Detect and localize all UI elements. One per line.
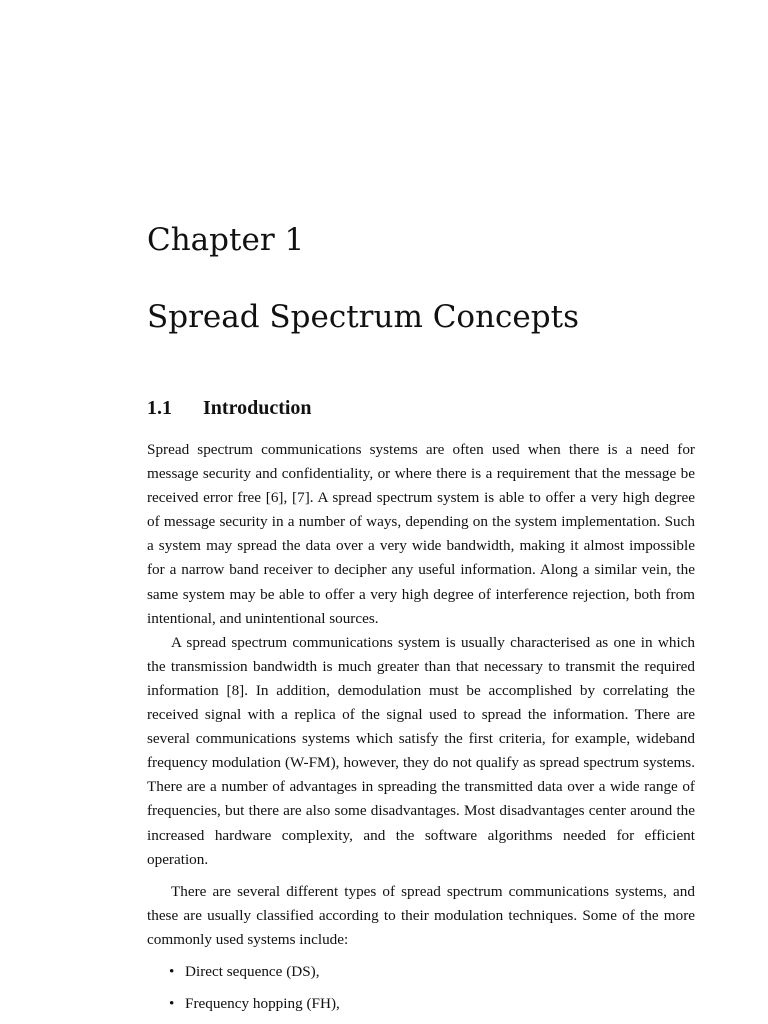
section-title: Introduction xyxy=(203,397,312,419)
list-item xyxy=(147,960,695,984)
modulation-list xyxy=(147,960,695,1016)
section-heading xyxy=(147,395,312,421)
paragraph-1: Spread spectrum communications systems are often used when there is a need for message security and confidentiality, or where there is a requirement that the message be received error free [6], [7]. A spread spectrum system is able to offer a very high degree of message security in a number of ways, depending on the system implementation. Such a system may spread the data over a very wide bandwidth, making it almost impossible for a narrow band receiver to decipher any useful information. Along a similar vein, the same system may be able to offer a very high degree of interference rejection, both from intentional, and unintentional sources. xyxy=(147,441,695,627)
paragraph-2: A spread spectrum communications system is usually characterised as one in which the transmission bandwidth is much greater than that necessary to transmit the required information [8]. In addition, demodulation must be accomplished by correlating the received signal with a replica of the signal used to spread the information. There are several communications systems which satisfy the first criteria, for example, wideband frequency modulation (W-FM), however, they do not qualify as spread spectrum systems. There are a number of advantages in spreading the transmitted data over a wide range of frequencies, but there are also some disadvantages. Most disadvantages center around the increased hardware complexity, and the software algorithms needed for efficient operation. xyxy=(147,633,695,868)
list-item-text: Frequency hopping (FH), xyxy=(185,995,340,1013)
chapter-label: Chapter 1 xyxy=(147,222,305,258)
section-number: 1.1 xyxy=(147,397,172,419)
list-item-text: Direct sequence (DS), xyxy=(185,962,320,980)
body-text xyxy=(147,438,695,1024)
bullet-icon: • xyxy=(169,962,175,980)
paragraph-3: There are several different types of spread spectrum communications systems, and these are usually classified according to their modulation techniques. Some of the more commonly used systems include: xyxy=(147,882,695,948)
bullet-icon: • xyxy=(169,995,175,1013)
chapter-title: Spread Spectrum Concepts xyxy=(147,299,579,335)
list-item xyxy=(147,992,695,1016)
